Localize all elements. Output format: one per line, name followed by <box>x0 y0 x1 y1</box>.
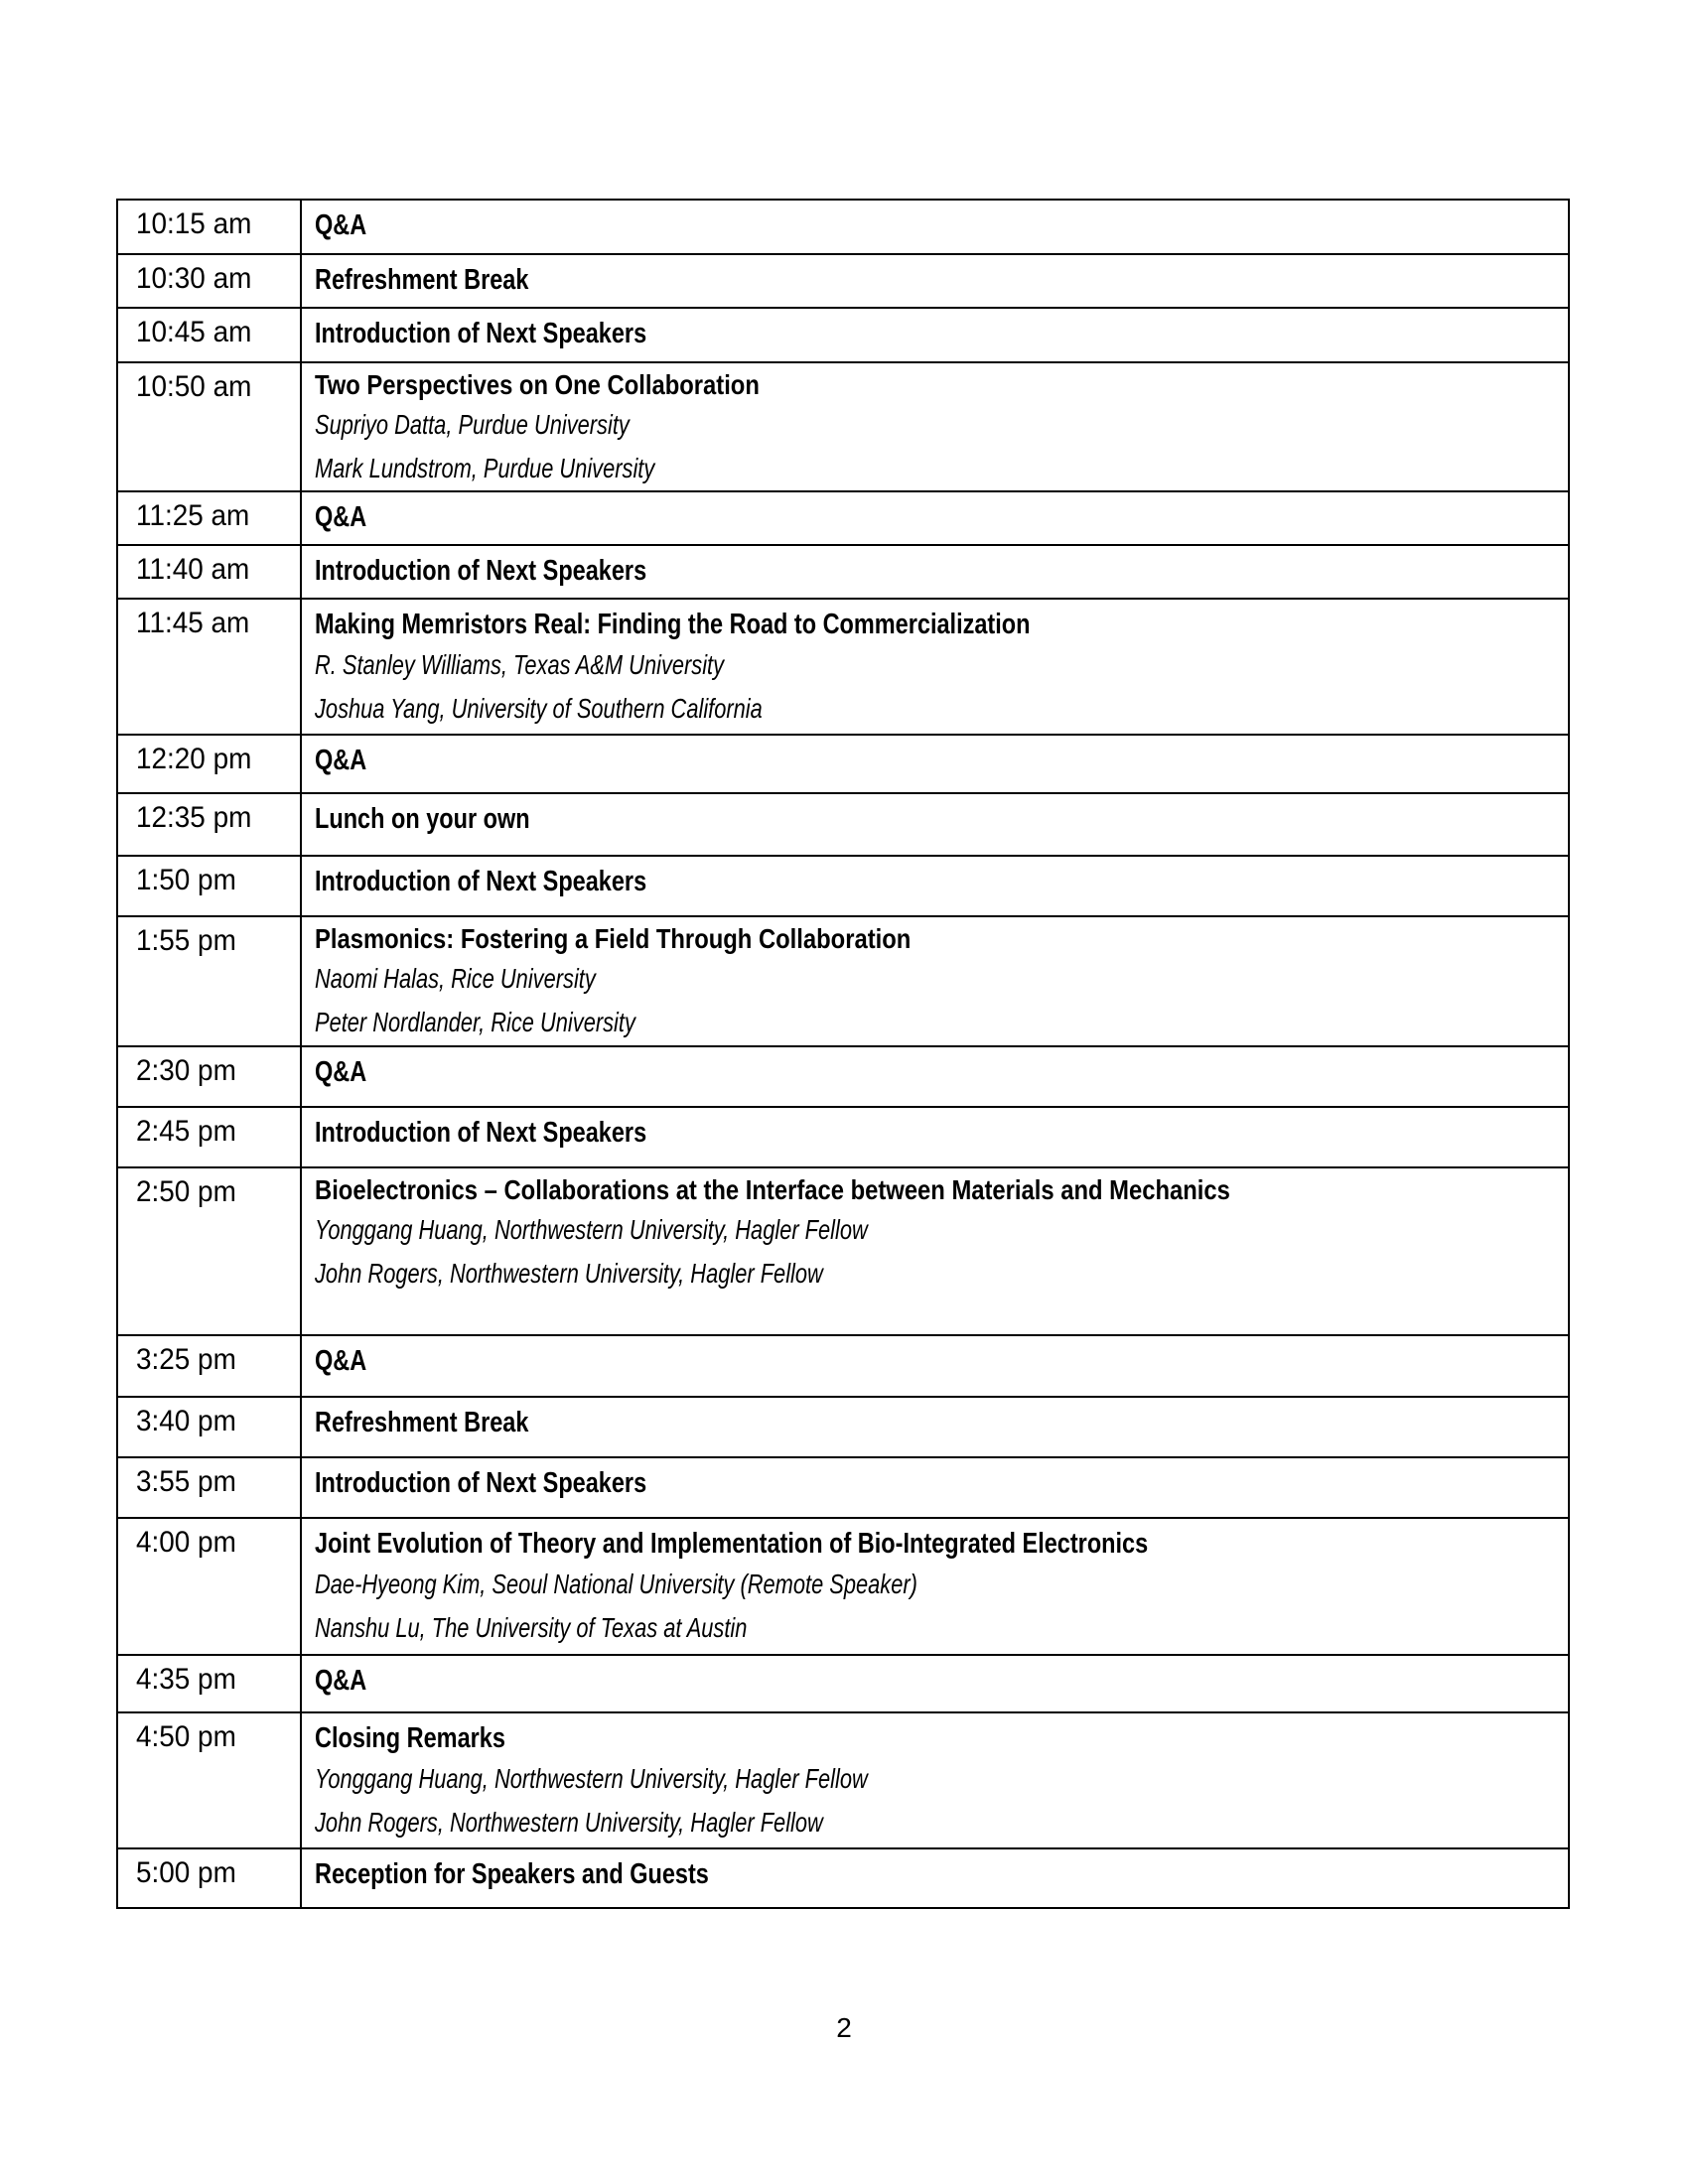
event-cell <box>301 1046 1569 1107</box>
schedule-row <box>117 1107 1569 1167</box>
event-cell <box>301 1518 1569 1655</box>
schedule-body <box>117 200 1569 1908</box>
schedule-row <box>117 1167 1569 1335</box>
session-title: Introduction of Next Speakers <box>315 555 647 587</box>
session-time: 4:00 pm <box>136 1526 236 1559</box>
session-time: 2:50 pm <box>136 1175 236 1208</box>
time-cell <box>117 856 301 916</box>
session-speaker: R. Stanley Williams, Texas A&M University <box>315 649 725 680</box>
session-title: Two Perspectives on One Collaboration <box>315 369 760 400</box>
time-cell <box>117 1457 301 1518</box>
session-time: 3:55 pm <box>136 1465 236 1498</box>
event-cell <box>301 916 1569 1046</box>
session-time: 10:45 am <box>136 316 252 348</box>
time-cell <box>117 1848 301 1908</box>
page-number: 2 <box>836 2012 852 2043</box>
session-time: 3:40 pm <box>136 1405 236 1437</box>
session-time: 10:50 am <box>136 370 252 403</box>
time-cell <box>117 362 301 491</box>
session-title: Introduction of Next Speakers <box>315 1117 647 1149</box>
session-title: Q&A <box>315 745 367 776</box>
schedule-row <box>117 916 1569 1046</box>
session-speaker: Dae-Hyeong Kim, Seoul National University (Remote Speaker) <box>315 1569 917 1599</box>
session-speaker: Supriyo Datta, Purdue University <box>315 409 630 440</box>
schedule-row <box>117 1712 1569 1848</box>
event-cell <box>301 254 1569 308</box>
session-speaker: Nanshu Lu, The University of Texas at Austin <box>315 1612 748 1643</box>
time-cell <box>117 793 301 856</box>
time-cell <box>117 1335 301 1397</box>
time-cell <box>117 1107 301 1167</box>
schedule-row <box>117 1848 1569 1908</box>
time-cell <box>117 599 301 735</box>
schedule-row <box>117 735 1569 793</box>
time-cell <box>117 1655 301 1712</box>
schedule-row <box>117 545 1569 599</box>
schedule-row <box>117 1397 1569 1457</box>
schedule-row <box>117 362 1569 491</box>
session-time: 1:55 pm <box>136 924 236 957</box>
event-cell <box>301 1335 1569 1397</box>
time-cell <box>117 308 301 362</box>
schedule-row <box>117 599 1569 735</box>
session-time: 10:30 am <box>136 262 252 295</box>
session-title: Making Memristors Real: Finding the Road to Commercialization <box>315 609 1031 640</box>
time-cell <box>117 545 301 599</box>
session-title: Introduction of Next Speakers <box>315 318 647 349</box>
session-title: Bioelectronics – Collaborations at the Interface between Materials and Mechanics <box>315 1174 1230 1205</box>
session-title: Refreshment Break <box>315 1407 529 1438</box>
session-speaker: Mark Lundstrom, Purdue University <box>315 453 655 483</box>
session-title: Reception for Speakers and Guests <box>315 1858 709 1890</box>
event-cell <box>301 1107 1569 1167</box>
session-title: Closing Remarks <box>315 1722 505 1754</box>
session-time: 4:35 pm <box>136 1663 236 1696</box>
session-time: 5:00 pm <box>136 1856 236 1889</box>
session-title: Joint Evolution of Theory and Implementation of Bio-Integrated Electronics <box>315 1528 1149 1560</box>
session-speaker: John Rogers, Northwestern University, Hagler Fellow <box>315 1258 823 1289</box>
session-time: 12:35 pm <box>136 801 252 834</box>
schedule-row <box>117 308 1569 362</box>
schedule-row <box>117 1457 1569 1518</box>
session-time: 10:15 am <box>136 207 252 240</box>
time-cell <box>117 1046 301 1107</box>
session-time: 11:45 am <box>136 607 250 639</box>
event-cell <box>301 856 1569 916</box>
session-time: 11:40 am <box>136 553 250 586</box>
time-cell <box>117 254 301 308</box>
session-speaker: Yonggang Huang, Northwestern University, Hagler Fellow <box>315 1763 868 1794</box>
schedule-row <box>117 1335 1569 1397</box>
event-cell <box>301 1457 1569 1518</box>
session-speaker: Peter Nordlander, Rice University <box>315 1007 635 1037</box>
time-cell <box>117 200 301 254</box>
session-title: Q&A <box>315 1665 367 1697</box>
event-cell <box>301 599 1569 735</box>
schedule-row <box>117 200 1569 254</box>
session-speaker: Yonggang Huang, Northwestern University, Hagler Fellow <box>315 1214 868 1245</box>
event-cell <box>301 1655 1569 1712</box>
session-speaker: Joshua Yang, University of Southern California <box>315 693 763 724</box>
session-title: Q&A <box>315 1056 367 1088</box>
event-cell <box>301 1397 1569 1457</box>
schedule-row <box>117 491 1569 545</box>
time-cell <box>117 1712 301 1848</box>
event-cell <box>301 735 1569 793</box>
session-title: Q&A <box>315 501 367 533</box>
schedule-row <box>117 1655 1569 1712</box>
session-title: Introduction of Next Speakers <box>315 1467 647 1499</box>
schedule-row <box>117 254 1569 308</box>
session-title: Introduction of Next Speakers <box>315 866 647 897</box>
schedule-row <box>117 856 1569 916</box>
session-title: Refreshment Break <box>315 264 529 296</box>
schedule-row <box>117 793 1569 856</box>
time-cell <box>117 1167 301 1335</box>
event-cell <box>301 200 1569 254</box>
session-time: 12:20 pm <box>136 743 252 775</box>
schedule-row <box>117 1518 1569 1655</box>
session-time: 11:25 am <box>136 499 250 532</box>
session-time: 4:50 pm <box>136 1720 236 1753</box>
time-cell <box>117 735 301 793</box>
session-title: Plasmonics: Fostering a Field Through Collaboration <box>315 923 912 954</box>
session-time: 1:50 pm <box>136 864 236 896</box>
time-cell <box>117 916 301 1046</box>
event-cell <box>301 1167 1569 1335</box>
session-time: 2:30 pm <box>136 1054 236 1087</box>
event-cell <box>301 545 1569 599</box>
time-cell <box>117 491 301 545</box>
schedule-table <box>116 199 1570 1909</box>
session-time: 3:25 pm <box>136 1343 236 1376</box>
session-title: Q&A <box>315 209 367 241</box>
event-cell <box>301 308 1569 362</box>
session-speaker: John Rogers, Northwestern University, Hagler Fellow <box>315 1807 823 1838</box>
event-cell <box>301 793 1569 856</box>
schedule-row <box>117 1046 1569 1107</box>
time-cell <box>117 1518 301 1655</box>
event-cell <box>301 1848 1569 1908</box>
session-title: Lunch on your own <box>315 803 530 835</box>
event-cell <box>301 491 1569 545</box>
time-cell <box>117 1397 301 1457</box>
event-cell <box>301 1712 1569 1848</box>
session-time: 2:45 pm <box>136 1115 236 1148</box>
session-title: Q&A <box>315 1345 367 1377</box>
session-speaker: Naomi Halas, Rice University <box>315 963 596 994</box>
event-cell <box>301 362 1569 491</box>
